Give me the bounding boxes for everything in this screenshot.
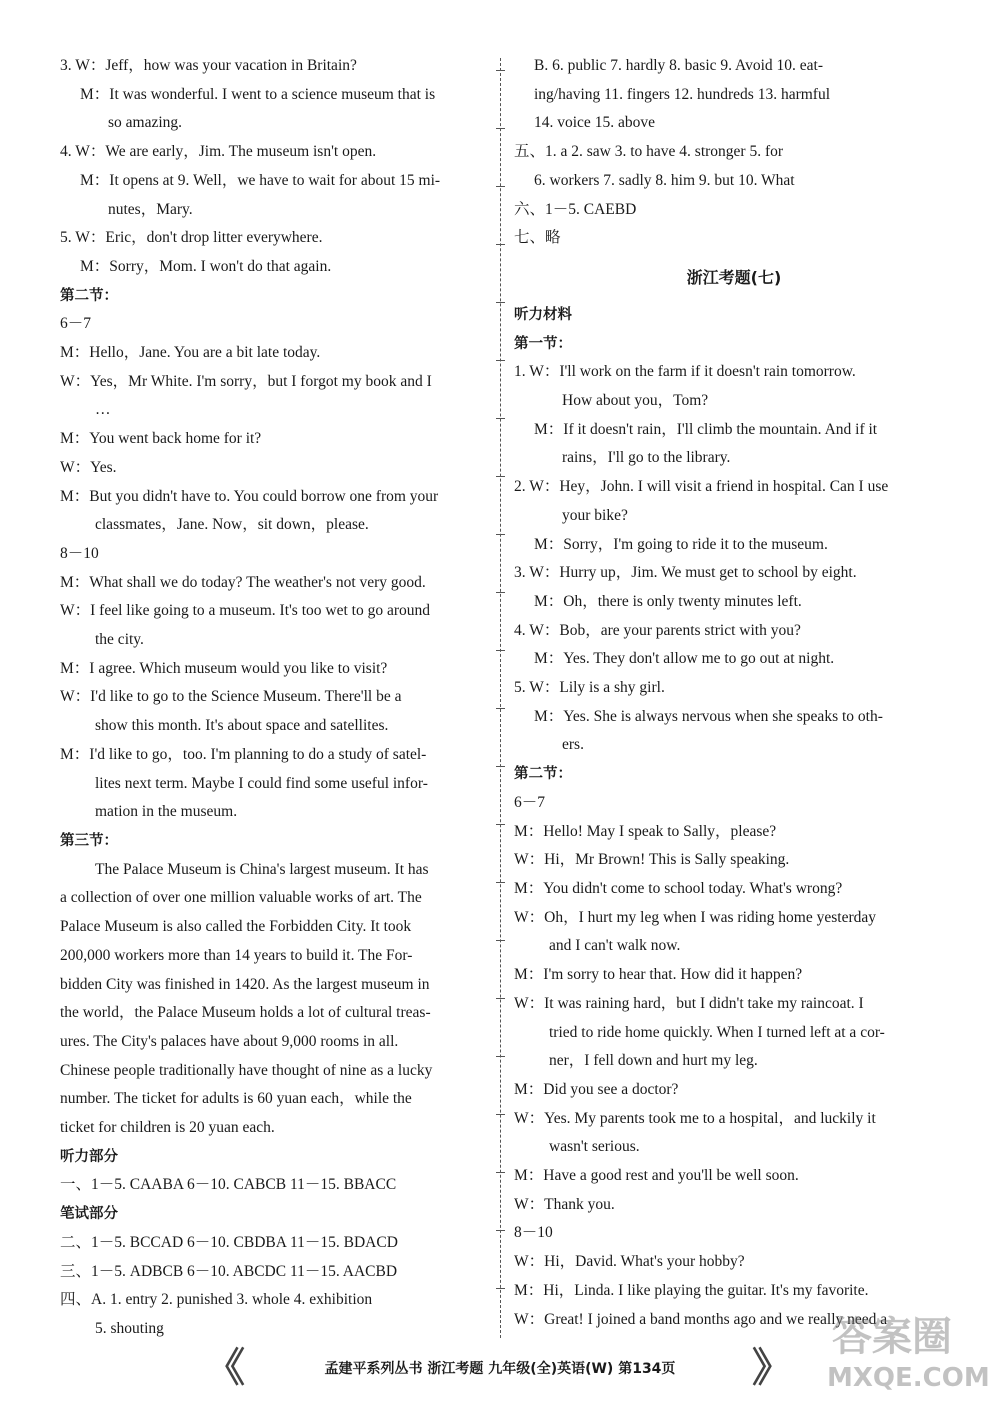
text-line: W：I feel like going to a museum. It's too wet to go around	[60, 602, 430, 620]
text-line: so amazing.	[108, 114, 183, 132]
divider-tick	[496, 1230, 505, 1231]
divider-tick	[496, 708, 505, 709]
right-column	[514, 52, 954, 1334]
text-line: tried to ride home quickly. When I turned left at a cor-	[549, 1023, 885, 1041]
text-line: M：I'd like to go，too. I'm planning to do a study of satel-	[60, 745, 427, 763]
text-line: W：Hi，Mr Brown! This is Sally speaking.	[514, 851, 790, 869]
text-line: 六、1－5. CAEBD	[514, 200, 637, 218]
watermark-title: 答案圈	[832, 1314, 952, 1360]
text-line: 6－7	[60, 315, 92, 333]
text-line: M：I'm sorry to hear that. How did it happen?	[514, 966, 803, 984]
text-line: 200,000 workers more than 14 years to build it. The For-	[60, 946, 413, 964]
text-line: M：You didn't come to school today. What's wrong?	[514, 879, 843, 897]
text-line: 2. W：Hey，John. I will visit a friend in hospital. Can I use	[514, 478, 889, 496]
text-line: How about you，Tom?	[562, 392, 709, 410]
section-heading: 第一节：	[514, 335, 572, 352]
divider-tick	[496, 302, 505, 303]
text-line: the world，the Palace Museum holds a lot of cultural treas-	[60, 1004, 431, 1022]
text-line: W：It was raining hard，but I didn't take my raincoat. I	[514, 994, 864, 1012]
text-line: the city.	[95, 631, 144, 649]
section-title: 浙江考题(七)	[686, 267, 782, 287]
text-line: W：Great! I joined a band months ago and we really need a	[514, 1310, 888, 1328]
left-column	[60, 52, 490, 1344]
text-line: ures. The City's palaces have about 9,000 rooms in all.	[60, 1032, 399, 1050]
text-line: and I can't walk now.	[549, 937, 681, 955]
text-line: Palace Museum is also called the Forbidden City. It took	[60, 918, 412, 936]
text-line: M：Oh，there is only twenty minutes left.	[534, 592, 802, 610]
text-line: W：Yes.	[60, 458, 117, 476]
text-line: M：Sorry，Mom. I won't do that again.	[80, 257, 332, 275]
section-heading: 第三节：	[60, 832, 118, 849]
text-line: M：Have a good rest and you'll be well soon.	[514, 1167, 799, 1185]
divider-tick	[496, 650, 505, 651]
text-line: 3. W：Jeff，how was your vacation in Britain?	[60, 57, 357, 74]
text-line: 5. W：Lily is a shy girl.	[514, 679, 665, 697]
watermark-url: MXQE.COM	[827, 1363, 990, 1393]
text-line: 七、略	[514, 229, 561, 247]
divider-tick	[496, 766, 505, 767]
text-line: 三、1－5. ADBCB 6－10. ABCDC 11－15. AACBD	[60, 1262, 398, 1280]
text-line: a collection of over one million valuable works of art. The	[60, 889, 422, 907]
watermark-logo	[812, 1305, 992, 1405]
text-line: 二、1－5. BCCAD 6－10. CBDBA 11－15. BDACD	[60, 1233, 398, 1251]
divider-tick	[496, 128, 505, 129]
text-line: 5. shouting	[95, 1319, 164, 1337]
text-line: ticket for children is 20 yuan each.	[60, 1119, 275, 1137]
text-line: your bike?	[562, 506, 628, 524]
text-line: M：Yes. She is always nervous when she speaks to oth-	[534, 707, 883, 725]
divider-tick	[496, 418, 505, 419]
text-line: M：Hello，Jane. You are a bit late today.	[60, 344, 321, 362]
text-line: The Palace Museum is China's largest museum. It has	[95, 860, 429, 878]
text-line: 3. W：Hurry up，Jim. We must get to school by eight.	[514, 564, 857, 582]
text-line: show this month. It's about space and satellites.	[95, 717, 389, 735]
text-line: Chinese people traditionally have thought of nine as a lucky	[60, 1061, 433, 1079]
text-line: M：Sorry，I'm going to ride it to the museum.	[534, 535, 828, 553]
divider-tick	[496, 244, 505, 245]
divider-tick	[496, 534, 505, 535]
column-divider	[500, 58, 501, 1338]
text-line: B. 6. public 7. hardly 8. basic 9. Avoid 10. eat-	[534, 57, 823, 74]
section-heading: 第二节：	[60, 287, 118, 304]
text-line: W：Thank you.	[514, 1195, 615, 1213]
text-line: ner，I fell down and hurt my leg.	[549, 1052, 758, 1070]
divider-tick	[496, 824, 505, 825]
text-line: M：It opens at 9. Well，we have to wait for about 15 mi-	[80, 171, 441, 189]
divider-tick	[496, 940, 505, 941]
divider-tick	[496, 998, 505, 999]
section-heading: 笔试部分	[60, 1206, 118, 1223]
text-line: M：What shall we do today? The weather's not very good.	[60, 573, 426, 591]
text-line: wasn't serious.	[549, 1138, 640, 1156]
text-line: M：If it doesn't rain，I'll climb the mountain. And if it	[534, 420, 878, 438]
text-line: lites next term. Maybe I could find some useful infor-	[95, 774, 428, 792]
footer-text: 孟建平系列丛书 浙江考题 九年级(全)英语(W) 第134页	[324, 1361, 676, 1377]
text-line: 一、1－5. CAABA 6－10. CABCB 11－15. BBACC	[60, 1176, 397, 1194]
text-line: W：Yes，Mr White. I'm sorry，but I forgot my book and I	[60, 372, 432, 390]
text-line: ers.	[562, 736, 584, 754]
text-line: M：Did you see a doctor?	[514, 1080, 679, 1098]
text-line: rains，I'll go to the library.	[562, 449, 731, 467]
text-line: 8－10	[514, 1224, 553, 1242]
section-heading: 第二节：	[514, 766, 572, 783]
section-heading: 听力材料	[514, 306, 572, 323]
text-line: 6－7	[514, 793, 546, 811]
text-line: W：Yes. My parents took me to a hospital，and luckily it	[514, 1109, 876, 1127]
text-line: M：You went back home for it?	[60, 430, 262, 448]
text-line: M：It was wonderful. I went to a science museum that is	[80, 85, 436, 103]
divider-tick	[496, 882, 505, 883]
text-line: bidden City was finished in 1420. As the largest museum in	[60, 975, 430, 993]
divider-tick	[496, 1114, 505, 1115]
text-line: 5. W：Eric，don't drop litter everywhere.	[60, 229, 323, 247]
divider-tick	[496, 186, 505, 187]
text-line: 14. voice 15. above	[534, 114, 655, 132]
text-line: ing/having 11. fingers 12. hundreds 13. harmful	[534, 85, 831, 103]
divider-tick	[496, 360, 505, 361]
text-line: mation in the museum.	[95, 803, 238, 821]
text-line: 4. W：Bob，are your parents strict with you?	[514, 621, 801, 639]
text-line: classmates，Jane. Now，sit down，please.	[95, 516, 369, 534]
text-line: …	[95, 401, 111, 419]
text-line: W：I'd like to go to the Science Museum. There'll be a	[60, 688, 402, 706]
divider-tick	[496, 1172, 505, 1173]
text-line: 6. workers 7. sadly 8. him 9. but 10. What	[534, 171, 795, 189]
text-line: 五、1. a 2. saw 3. to have 4. stronger 5. for	[514, 143, 784, 161]
text-line: M：Yes. They don't allow me to go out at night.	[534, 650, 835, 668]
divider-tick	[496, 1056, 505, 1057]
text-line: nutes，Mary.	[108, 200, 193, 218]
text-line: W：Oh，I hurt my leg when I was riding home yesterday	[514, 908, 877, 926]
chevron-left-icon: 《	[205, 1345, 245, 1391]
text-line: 8－10	[60, 544, 99, 562]
divider-tick	[496, 476, 505, 477]
text-line: 4. W：We are early，Jim. The museum isn't open.	[60, 143, 377, 161]
text-line: 四、A. 1. entry 2. punished 3. whole 4. exhibition	[60, 1291, 373, 1309]
chevron-right-icon: 》	[752, 1345, 792, 1391]
text-line: 1. W：I'll work on the farm if it doesn't rain tomorrow.	[514, 363, 856, 381]
text-line: number. The ticket for adults is 60 yuan each，while the	[60, 1090, 412, 1108]
text-line: M：Hello! May I speak to Sally，please?	[514, 822, 777, 840]
text-line: M：Hi，Linda. I like playing the guitar. It's my favorite.	[514, 1281, 869, 1299]
section-heading: 听力部分	[60, 1148, 118, 1165]
divider-tick	[496, 1288, 505, 1289]
text-line: W：Hi，David. What's your hobby?	[514, 1253, 745, 1271]
text-line: M：I agree. Which museum would you like to visit?	[60, 659, 388, 677]
divider-tick	[496, 70, 505, 71]
text-line: M：But you didn't have to. You could borrow one from your	[60, 487, 439, 505]
divider-tick	[496, 592, 505, 593]
